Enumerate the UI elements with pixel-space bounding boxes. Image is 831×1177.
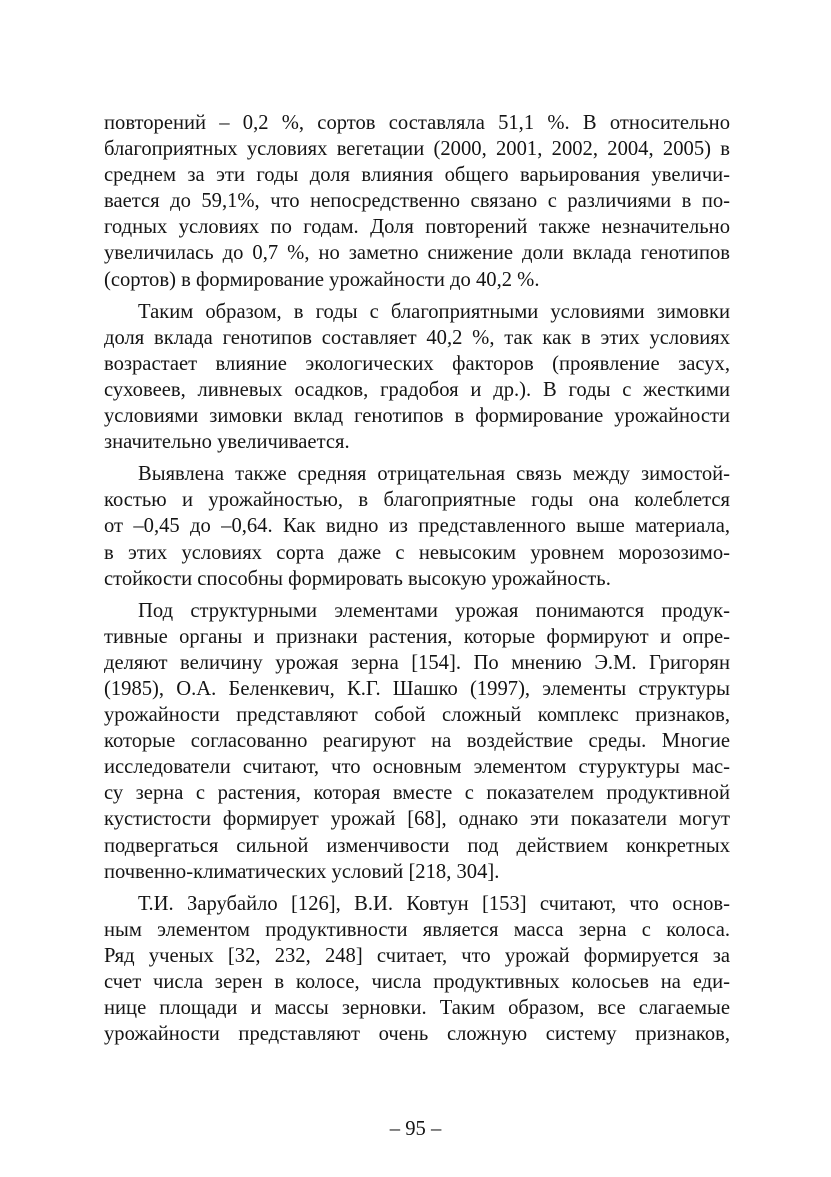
text-line: повторений – 0,2 %, сортов составляла 51,1 %. В относительно: [104, 112, 730, 134]
paragraph-4: [104, 598, 730, 885]
text-line: Т.И. Зарубайло [126], В.И. Ковтун [153] считают, что основ-: [138, 892, 730, 915]
body-text: [104, 110, 730, 1053]
text-line: урожайности представляют очень сложную систему признаков,: [104, 1023, 730, 1046]
text-line: деляют величину урожая зерна [154]. По мнению Э.М. Григорян: [104, 651, 730, 674]
text-line: нице площади и массы зерновки. Таким образом, все слагаемые: [104, 997, 730, 1020]
text-line: Таким образом, в годы с благоприятными условиями зимовки: [138, 300, 730, 323]
text-line: значительно увеличивается.: [104, 431, 350, 454]
text-line: кустистости формирует урожай [68], однако эти показатели могут: [104, 808, 730, 831]
text-line: годных условиях по годам. Доля повторений также незначительно: [104, 216, 730, 239]
text-line: которые согласованно реагируют на воздействие среды. Многие: [104, 730, 730, 753]
text-line: (1985), О.А. Беленкевич, К.Г. Шашко (1997), элементы структуры: [104, 677, 730, 700]
paragraph-2: [104, 299, 730, 456]
text-line: среднем за эти годы доля влияния общего варьирования увеличи-: [104, 164, 730, 187]
text-line: Выявлена также средняя отрицательная связь между зимостой-: [138, 463, 730, 486]
text-line: доля вклада генотипов составляет 40,2 %, так как в этих условиях: [104, 326, 730, 349]
paragraph-5: [104, 891, 730, 1048]
text-line: счет числа зерен в колосе, числа продуктивных колосьев на еди-: [104, 971, 730, 993]
text-line: в этих условиях сорта даже с невысоким уровнем морозозимо-: [104, 541, 730, 564]
text-line: тивные органы и признаки растения, которые формируют и опре-: [104, 625, 730, 648]
text-line: суховеев, ливневых осадков, градобоя и др.). В годы с жесткими: [104, 378, 730, 401]
text-line: условиями зимовки вклад генотипов в формирование урожайности: [104, 405, 730, 428]
text-line: благоприятных условиях вегетации (2000, 2001, 2002, 2004, 2005) в: [104, 138, 730, 161]
text-line: увеличилась до 0,7 %, но заметно снижение доли вклада генотипов: [104, 242, 730, 265]
text-line: (сортов) в формирование урожайности до 40,2 %.: [104, 268, 540, 291]
text-line: вается до 59,1%, что непосредственно связано с различиями в по-: [104, 190, 730, 213]
text-line: су зерна с растения, которая вместе с показателем продуктивной: [104, 782, 730, 805]
text-line: Под структурными элементами урожая понимаются продук-: [138, 599, 730, 622]
text-line: почвенно-климатических условий [218, 304].: [104, 860, 500, 883]
text-line: ным элементом продуктивности является масса зерна с колоса.: [104, 918, 730, 941]
paragraph-1: [104, 110, 730, 293]
text-line: стойкости способны формировать высокую урожайность.: [104, 567, 611, 590]
text-line: костью и урожайностью, в благоприятные годы она колеблется: [104, 489, 730, 512]
text-line: исследователи считают, что основным элементом стуруктуры мас-: [104, 756, 730, 779]
paragraph-3: [104, 461, 730, 591]
text-line: урожайности представляют собой сложный комплекс признаков,: [104, 704, 730, 727]
text-line: подвергаться сильной изменчивости под действием конкретных: [104, 834, 730, 857]
page-number: – 95 –: [389, 1118, 442, 1140]
text-line: возрастает влияние экологических факторов (проявление засух,: [104, 352, 730, 375]
text-line: от –0,45 до –0,64. Как видно из представленного выше материала,: [104, 515, 730, 538]
text-line: Ряд ученых [32, 232, 248] считает, что урожай формируется за: [104, 944, 730, 967]
